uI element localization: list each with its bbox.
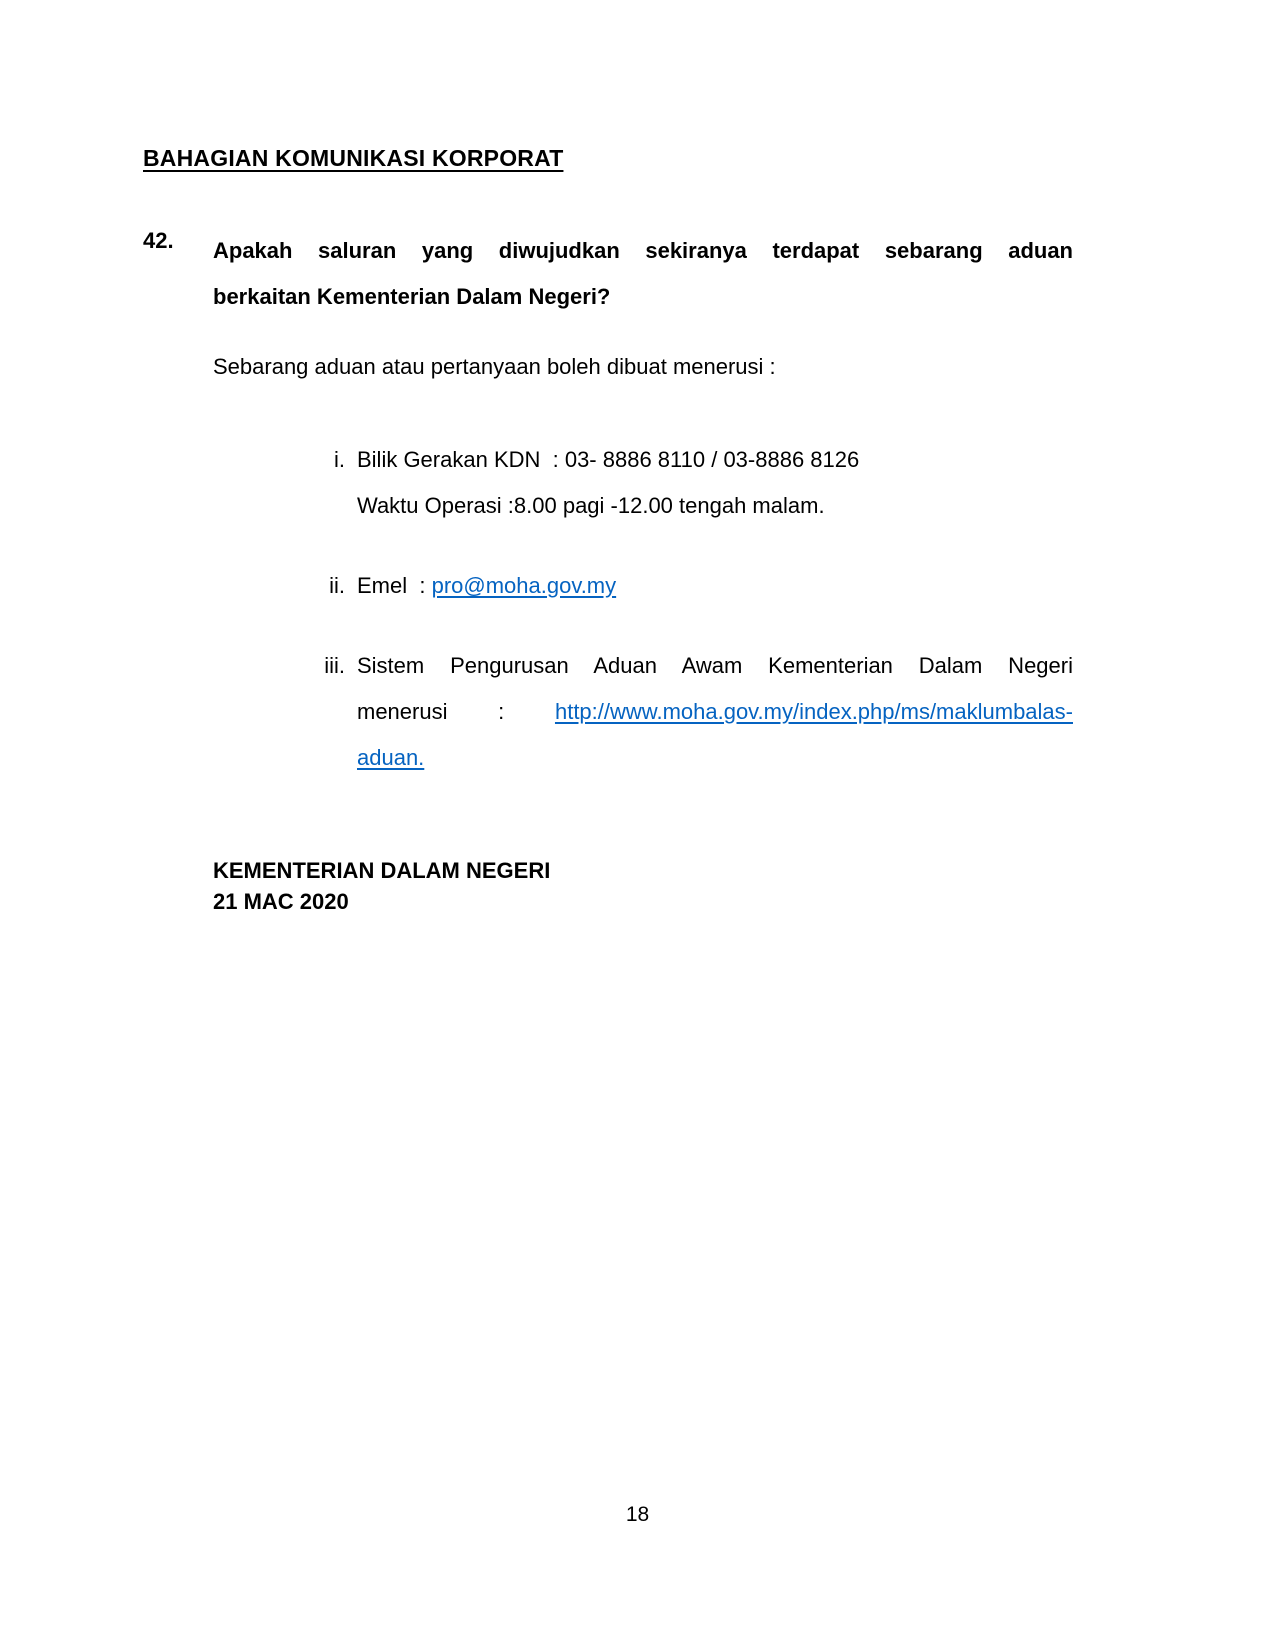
- sistem-aduan-line2: [357, 689, 1073, 735]
- menerusi-label: menerusi :: [357, 699, 555, 724]
- signature-org: KEMENTERIAN DALAM NEGERI: [213, 858, 551, 883]
- intro-paragraph: Sebarang aduan atau pertanyaan boleh dibuat menerusi :: [213, 354, 776, 379]
- question-number: 42.: [143, 228, 174, 253]
- list-item-text: [357, 437, 1073, 529]
- list-item-emel: [213, 563, 1073, 609]
- question-42: [143, 228, 1073, 320]
- complaint-url-link-part2[interactable]: aduan.: [357, 745, 425, 770]
- list-marker-i: i.: [334, 447, 345, 472]
- section-heading-text: BAHAGIAN KOMUNIKASI KORPORAT: [143, 145, 564, 171]
- list-item-text: [357, 563, 1073, 609]
- document-content: [143, 143, 1073, 917]
- list-item-sistem-aduan: [213, 643, 1073, 781]
- list-item-bilik-gerakan: [213, 437, 1073, 529]
- section-heading: [143, 143, 1073, 173]
- email-link[interactable]: pro@moha.gov.my: [431, 573, 617, 598]
- signature-block: [213, 855, 1073, 917]
- bilik-gerakan-phone-line: Bilik Gerakan KDN : 03- 8886 8110 / 03-8886 8126: [357, 447, 860, 472]
- channel-list: [213, 437, 1073, 781]
- waktu-operasi-line: Waktu Operasi :8.00 pagi -12.00 tengah malam.: [357, 493, 825, 518]
- sistem-aduan-line3: [357, 735, 1073, 781]
- question-text-line1: Apakah saluran yang diwujudkan sekiranya terdapat sebarang aduan: [213, 238, 1073, 263]
- question-text-line2: berkaitan Kementerian Dalam Negeri?: [213, 284, 611, 309]
- emel-label: Emel :: [357, 573, 432, 598]
- question-text: [213, 228, 1073, 320]
- sistem-aduan-line1: Sistem Pengurusan Aduan Awam Kementerian Dalam Negeri: [357, 653, 1073, 678]
- page-number: 18: [625, 1503, 650, 1526]
- list-marker-iii: iii.: [324, 653, 345, 678]
- list-marker-ii: ii.: [329, 573, 345, 598]
- list-item-text: [357, 643, 1073, 781]
- complaint-url-link-part1[interactable]: http://www.moha.gov.my/index.php/ms/maklumbalas-: [554, 699, 1073, 724]
- signature-date: 21 MAC 2020: [213, 889, 349, 914]
